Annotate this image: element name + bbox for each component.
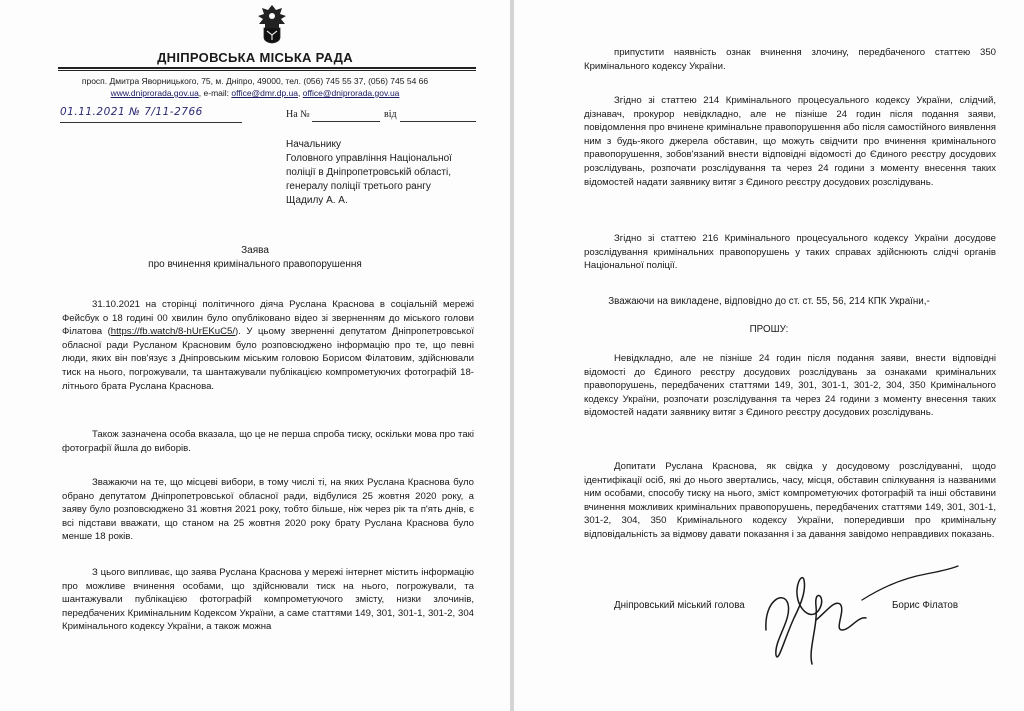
paragraph-1-text-a: 31.10.2021 на сторінці політичного діяча Руслана Краснова в соціальній мережі Фейсбук о 18 годині 00 хвилин було опубліковано відео зі зверненням до міського голови Філатова (	[62, 299, 474, 338]
paragraph-2: Також зазначена особа вказала, що це не перша спроба тиску, оскільки мова про такі фотографії йшла до виборів.	[62, 429, 474, 454]
email-separator: ,	[297, 88, 303, 98]
recipient-block: Начальнику Головного управління Національної поліції в Дніпропетровській області, генералу поліції третього рангу Щадилу А. А.	[286, 139, 452, 206]
letter-page-2	[514, 0, 1024, 711]
document-subtitle: про вчинення кримінального правопорушення	[148, 259, 362, 270]
registration-rule	[60, 122, 242, 123]
address-line: просп. Дмитра Яворницького, 75, м. Дніпро, 49000, тел. (056) 745 55 37, (056) 745 54 66	[81, 76, 429, 86]
letter-page-1	[0, 0, 510, 711]
paragraph-5: Згідно зі статтею 214 Кримінального процесуального кодексу України, слідчий, дізнавач, прокурор невідкладно, але не пізніше 24 годин після подання заяви, повідомлення про вчинене кримінальне правопорушення або після самостійного виявлення ним з будь-якого джерела обставин, що можуть свідчити про вчинення кримінального правопорушення, зобов'язаний внести відповідні відомості до Єдиного реєстру досудових розслідувань, розпочати розслідування та через 24 години з моменту внесення таких відомостей надати заявнику витяг з Єдиного реєстру досудових розслідувань.	[584, 95, 996, 188]
reply-to-number-label: На №	[286, 109, 310, 120]
city-coat-of-arms-icon	[255, 4, 289, 44]
video-link[interactable]: https://fb.watch/8-hUrEKuC5/	[110, 326, 236, 338]
signatory-name: Борис Філатов	[892, 600, 959, 611]
email-link-2[interactable]: office@dniprorada.gov.ua	[302, 88, 400, 98]
paragraph-1-text-b: ). У цьому зверненні депутатом Дніпропетровської обласної ради Русланом Красновим було розповсюджено інформацію про те, що певні люди, яких він пов'язує з Дніпровським міським головою Борисом Філатовим, здійснювали тиск на нього, погрожували, та шантажували публікацією компрометуючих фотографій 18-літнього брата Руслана Краснова.	[62, 326, 474, 392]
paragraph-4: З цього випливає, що заява Руслана Краснова у мережі інтернет містить інформацію про можливе вчинення особами, що здійснювали тиск на нього, погрожували, та шантажували публікацією фотографій компрометуючого змісту, низки злочинів, передбачених Кримінальним Кодексом України, а саме статтями 149, 301, 301-1, 301-2, 304 Кримінального кодексу України, а також можна	[62, 567, 474, 633]
request-item-2: Допитати Руслана Краснова, як свідка у досудовому розслідуванні, щодо ідентифікації осіб, які до нього звертались, часу, місця, обставин спілкування із названими ним особами, способу тиску на нього, зміст компрометуючих фотографій та інші обставини вчинення можливих кримінальних правопорушень, передбачених статтями 149, 301, 301-1, 301-2, 304, 350 Кримінального кодексу України, попередивши про кримінальну відповідальність за відмову давати показання і за давання завідомо неправдивих показань.	[584, 461, 996, 540]
paragraph-1	[62, 298, 474, 393]
signatory-role: Дніпровський міський голова	[614, 600, 745, 611]
header-rule-top	[58, 67, 476, 69]
paragraph-6: Згідно зі статтею 216 Кримінального процесуального кодексу України досудове розслідування кримінальних правопорушень у таких справах здійснюють слідчі органів Національної поліції.	[584, 233, 996, 272]
header-rule-bottom	[58, 70, 476, 71]
website-link[interactable]: www.dniprorada.gov.ua	[110, 88, 199, 98]
request-heading: ПРОШУ:	[749, 324, 789, 335]
reply-date-label: від	[384, 109, 397, 120]
reply-number-blank	[312, 121, 380, 122]
email-link-1[interactable]: office@dmr.dp.ua	[231, 88, 298, 98]
email-label: , e-mail:	[198, 88, 232, 98]
registration-number-handwritten: 01.11.2021 № 7/11-2766	[60, 106, 203, 118]
request-item-1: Невідкладно, але не пізніше 24 годин після подання заяви, внести відповідні відомості до Єдиного реєстру досудових розслідувань за ознаками кримінальних правопорушень, передбачених статтями 149, 301, 301-1, 301-2, 304, 350 Кримінального кодексу України, розпочати розслідування та через 24 години з моменту внесення таких відомостей надати заявнику витяг з Єдиного реєстру досудових розслідувань.	[584, 353, 996, 419]
paragraph-continuation: припустити наявність ознак вчинення злочину, передбаченого статтею 350 Кримінального кодексу України.	[584, 47, 996, 72]
reply-date-blank	[400, 121, 476, 122]
contacts-line	[0, 88, 510, 99]
document-title: Заява	[241, 245, 269, 256]
org-name: ДНІПРОВСЬКА МІСЬКА РАДА	[157, 50, 353, 65]
paragraph-7: Зважаючи на викладене, відповідно до ст. ст. 55, 56, 214 КПК України,-	[608, 296, 930, 307]
paragraph-3: Зважаючи на те, що місцеві вибори, в тому числі ті, на яких Руслана Краснова було обрано депутатом Дніпропетровської обласної ради, відбулися 25 жовтня 2020 року, а заяву було розповсюджено 31 жовтня 2021 року, тобто більше, ніж через рік та п'ять днів, є всі підстави вважати, що станом на 25 жовтня 2020 року брату Руслана Краснова було менше 18 років.	[62, 477, 474, 543]
handwritten-signature	[754, 560, 964, 670]
